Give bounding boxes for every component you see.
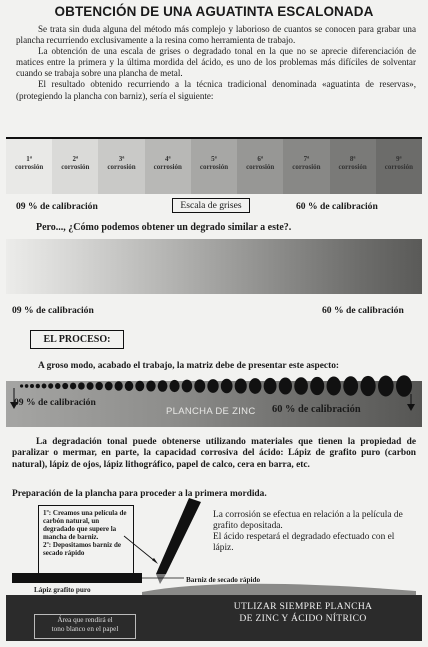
white-area-line-1: Área que rendirá el [57,616,113,624]
resin-dot [194,379,205,392]
resin-dot [95,382,102,390]
grayscale-step-7 [283,139,329,194]
intro-text [16,24,416,102]
proceso-heading: EL PROCESO: [30,330,124,349]
resin-dot [55,383,61,389]
grayscale-label: Escala de grises [172,198,250,213]
grayscale-step-label: 4ª corrosión [153,155,182,171]
intro-paragraph-3: El resultado obtenido recurriendo a la técnica tradicional denominada «aguatinta de reservas», (protegiendo la plancha con barniz), sería el siguiente: [16,79,416,101]
resin-dot [87,382,94,390]
side-explanation [213,510,413,554]
resin-dot [20,384,23,387]
resin-dot [360,376,375,396]
grayscale-step-label: 8ª corrosión [338,155,367,171]
grayscale-step-3 [98,139,144,194]
grayscale-step-label: 6ª corrosión [246,155,275,171]
grayscale-cal-left: 09 % de calibración [16,201,98,212]
page-title: OBTENCIÓN DE UNA AGUATINTA ESCALONADA [54,4,374,19]
grayscale-step-9 [376,139,422,194]
proceso-intro: A groso modo, acabado el trabajo, la matriz debe de presentar este aspecto: [38,361,340,371]
resin-dot [135,381,144,391]
intro-paragraph-2: La obtención de una escala de grises o degradado tonal en la que no se aprecie diferenciación de matices entre la primera y la última mordida del ácido, es uno de los problemas más difíciles de solventar cuando se trabaja sobre una plancha de metal. [16,46,416,79]
graphite-layer [142,584,416,595]
resin-dot [115,381,123,390]
continuous-gradient [6,239,422,294]
grayscale-step-6 [237,139,283,194]
pencil-tip-icon [156,574,166,584]
resin-dot [25,384,29,388]
resin-dot [78,382,85,389]
note-pointer-arrow-icon [152,558,158,564]
varnish-strip [12,573,142,583]
resin-dot [158,380,168,392]
grayscale-step-8 [330,139,376,194]
grayscale-step-label: 9ª corrosión [384,155,413,171]
zinc-cal-right: 60 % de calibración [272,404,361,415]
note-pointer-line [124,536,156,562]
resin-dot [310,377,324,395]
grayscale-step-4 [145,139,191,194]
gradient-cal-left: 09 % de calibración [12,305,94,316]
grayscale-step-label: 7ª corrosión [292,155,321,171]
grayscale-step-label: 1ª corrosión [14,155,44,171]
resin-dot [125,381,134,391]
grayscale-step-label: 5ª corrosión [199,155,229,171]
resin-dot [378,376,394,397]
degradation-paragraph: La degradación tonal puede obtenerse utilizando materiales que tienen la propiedad de paralizar o mermar, en parte, la capacidad corrosiva del ácido: Lápiz de grafito puro (carbon natural), lápiz de ojos, lápiz lithográfico, papel de calco, cera en barra, etc. [12,437,416,470]
white-area-label [34,614,136,639]
zinc-cal-left: 09 % de calibración [14,397,96,408]
plate-warning-line-2: DE ZINC Y ÁCIDO NÍTRICO [239,613,367,624]
resin-dot [264,378,277,394]
resin-dot [169,380,179,392]
pencil-icon [156,498,201,574]
resin-dot [343,376,358,396]
zinc-plate-label: PLANCHA DE ZINC [166,406,256,417]
resin-dot [48,383,53,388]
varnish-label: Barniz de secado rápido [186,576,261,584]
step-1-note: 1º: Creamos una película de carbón natural, un degradado que supere la mancha de barniz. [43,509,127,542]
resin-dot [30,384,34,388]
gradient-cal-right: 60 % de calibración [322,305,404,316]
grayscale-step-label: 2ª corrosión [61,155,90,171]
step-2-note: 2º: Depositamos barniz de secado rápido [43,541,121,558]
grayscale-cal-right: 60 % de calibración [296,201,378,212]
resin-dot [279,378,292,395]
resin-dot [294,377,308,395]
arrow-right-icon [407,404,415,411]
resin-dot [70,383,76,390]
resin-dot [62,383,68,389]
resin-dot [327,377,341,396]
plate-warning-line-1: UTLIZAR SIEMPRE PLANCHA [233,601,373,612]
resin-dot [105,382,113,391]
preparation-heading: Preparación de la plancha para proceder a la primera mordida. [12,489,267,499]
resin-dot [207,379,218,393]
grayscale-step-label: 3ª corrosión [107,155,136,171]
grayscale-step-band [6,137,422,194]
side-text-1: La corrosión se efectua en relación a la película de grafito depositada. [213,510,403,531]
white-area-line-2: tono blanco en el papel [51,625,119,633]
resin-dot [146,380,155,391]
resin-dot [396,375,412,397]
graphite-label: Lápiz grafito puro [34,586,91,594]
side-text-2: El ácido respetará el degradado efectuado con el lápiz. [213,532,395,553]
resin-dot [235,378,247,393]
plate-warning [198,601,408,625]
question-text: Pero..., ¿Cómo podemos obtener un degrado similar a este?. [36,222,292,233]
grayscale-step-1 [6,139,52,194]
resin-dot [249,378,262,394]
resin-dot [221,379,233,393]
grayscale-step-2 [52,139,98,194]
resin-dot [36,384,40,389]
resin-dot [182,380,193,393]
resin-dot [42,384,47,389]
grayscale-step-5 [191,139,237,194]
intro-paragraph-1: Se trata sin duda alguna del método más complejo y laborioso de cuantos se conocen para grabar una plancha recurriendo exclusivamente a la resina como herramienta de trabajo. [16,24,416,46]
